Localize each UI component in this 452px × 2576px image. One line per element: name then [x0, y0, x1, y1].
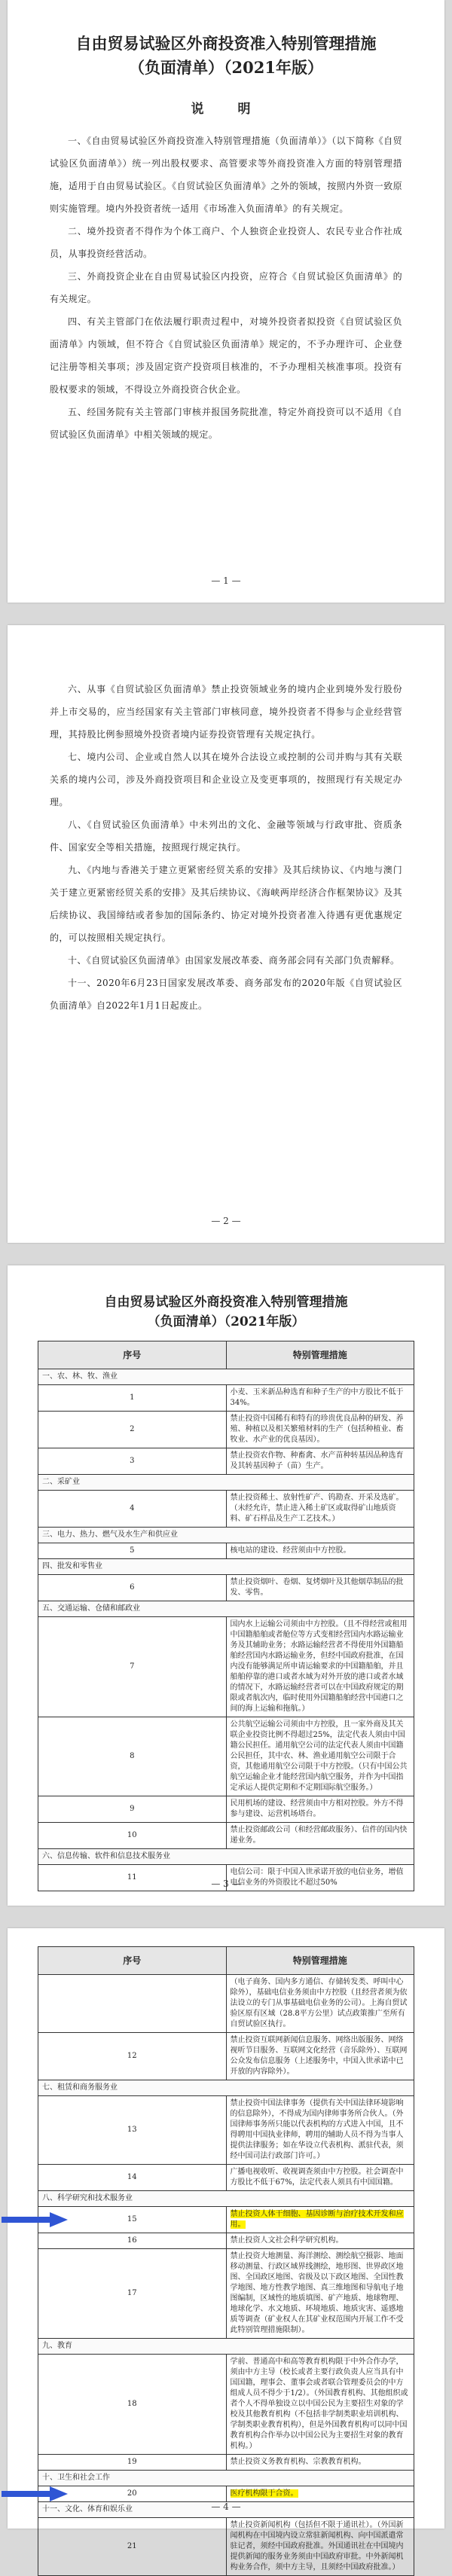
- measure-text: [226, 1575, 414, 1601]
- table-category-row: [38, 2191, 414, 2207]
- page-number: — 2 —: [211, 1216, 241, 1226]
- row-number: 12: [38, 2033, 227, 2080]
- category-label: 六、信息传输、软件和信息技术服务业: [38, 1849, 414, 1865]
- row-number: 10: [38, 1823, 227, 1849]
- measure-text-content: 学前、普通高中和高等教育机构限于中外合作办学，须由中方主导（校长或者主要行政负责人应当具有中国国籍，理事会、董事会或者联合管理委员会的中方组成人员不得少于1/2）。（外国教育机构、其他组织或者个人不得单独设立以中国公民为主要招生对象的学校及其他教育机构（不包括非学制类职业培训机构、学制类职业教育机构），但是外国教育机构可以同中国教育机构合作举办以中国公民为主要招生对象的教育机构。）: [230, 2358, 408, 2450]
- document-page-1: [8, 0, 444, 603]
- measure-text: [226, 2355, 414, 2455]
- paragraph: 七、境内公司、企业或自然人以其在境外合法设立或控制的公司并购与其有关联关系的境内公司，涉及外商投资项目和企业设立及变更事项的，按照现行有关规定办理。: [50, 752, 402, 807]
- row-number: [38, 1975, 227, 2033]
- column-header-no: 序号: [38, 1947, 227, 1975]
- row-number: 17: [38, 2249, 227, 2339]
- category-label: 十、卫生和社会工作: [38, 2471, 414, 2486]
- measure-text: [226, 2207, 414, 2233]
- measure-text-content: （电子商务、国内多方通信、存储转发类、呼叫中心除外），基础电信业务须由中方控股（且经营者须为依法设立的专门从事基础电信业务的公司）。上海自贸试验区原有区域（28.8平方公里）试点政策推广至所有自贸试验区执行。: [230, 1978, 408, 2028]
- highlighted-text: 禁止投资人体干细胞、基因诊断与治疗技术开发和应用。: [230, 2210, 404, 2229]
- measure-text: [226, 1385, 414, 1412]
- measure-text-content: 公共航空运输公司须由中方控股，且一家外商及其关联企业投资比例不得超过25%，法定代表人须由中国籍公民担任。通用航空公司的法定代表人须由中国籍公民担任，其中农、林、渔业通用航空公司限于合资，其他通用航空公司限于中方控股。（只有中国公共航空运输企业才能经营国内航空服务，并作为中国指定承运人提供定期和不定期国际航空服务。）: [230, 1720, 408, 1792]
- table-category-row: [38, 2339, 414, 2355]
- measure-text-content: 禁止投资新闻机构（包括但不限于通讯社）。（外国新闻机构在中国境内设立常驻新闻机构、向中国派遣常驻记者，须经中国政府批准。外国通讯社在中国境内提供新闻的服务业务须由中国政府审批。中外新闻机构业务合作，须中方主导，且须经中国政府批准。）: [230, 2521, 404, 2571]
- column-header-measure: 特别管理措施: [226, 1341, 414, 1369]
- table-row: [38, 1717, 414, 1796]
- measure-text: [226, 2518, 414, 2576]
- column-header-measure: 特别管理措施: [226, 1947, 414, 1975]
- measure-text: [226, 2455, 414, 2471]
- paragraph: 十一、2020年6月23日国家发展改革委、商务部发布的2020年版《自贸试验区负面清单》自2022年1月1日起废止。: [50, 978, 402, 1011]
- page-3-title: [8, 1293, 444, 1332]
- measures-table: [38, 1341, 414, 1891]
- category-label: 一、农、林、牧、渔业: [38, 1369, 414, 1385]
- measure-text: [226, 2033, 414, 2080]
- table-category-row: [38, 1528, 414, 1543]
- document-page-4: [8, 1928, 444, 2571]
- annotation-arrow-icon: [2, 2211, 69, 2228]
- annotation-arrow-icon: [2, 2486, 69, 2502]
- page-number: — 1 —: [211, 575, 241, 586]
- row-number: 4: [38, 1491, 227, 1528]
- table-row: [38, 1412, 414, 1448]
- document-page-3: [8, 1265, 444, 1906]
- row-number: 14: [38, 2165, 227, 2191]
- row-number: 7: [38, 1617, 227, 1717]
- category-label: 八、科学研究和技术服务业: [38, 2191, 414, 2207]
- measure-text: [226, 2165, 414, 2191]
- measure-text: [226, 1491, 414, 1528]
- paragraph: 五、经国务院有关主管部门审核并报国务院批准，特定外商投资可以不适用《自贸试验区负面清单》中相关领域的规定。: [50, 407, 402, 440]
- table-row: [38, 2096, 414, 2165]
- measures-table-container: [38, 1946, 414, 2576]
- row-number: 9: [38, 1796, 227, 1823]
- table-row: [38, 1617, 414, 1717]
- table-category-row: [38, 1475, 414, 1491]
- table-row: [38, 1448, 414, 1475]
- table-row: [38, 1385, 414, 1412]
- row-number: 21: [38, 2518, 227, 2576]
- page-number: — 3 —: [211, 1879, 241, 1889]
- page-2-body: [50, 678, 402, 1017]
- table-row: [38, 1796, 414, 1823]
- measures-table: [38, 1946, 414, 2576]
- paragraph: 一、《自由贸易试验区外商投资准入特别管理措施（负面清单）》（以下简称《自贸试验区负面清单》）统一列出股权要求、高管要求等外商投资准入方面的特别管理措施，适用于自由贸易试验区。《自贸试验区负面清单》之外的领域，按照内外资一致原则实施管理。境内外投资者统一适用《市场准入负面清单》的有关规定。: [50, 136, 402, 214]
- category-label: 十一、文化、体育和娱乐业: [38, 2502, 414, 2518]
- table-category-row: [38, 1601, 414, 1617]
- column-header-no: 序号: [38, 1341, 227, 1369]
- category-label: 七、租赁和商务服务业: [38, 2080, 414, 2096]
- title-line-1: 自由贸易试验区外商投资准入特别管理措施: [75, 34, 377, 53]
- row-number: 13: [38, 2096, 227, 2165]
- measure-text: [226, 1823, 414, 1849]
- table-category-row: [38, 1559, 414, 1575]
- category-label: 五、交通运输、仓储和邮政业: [38, 1601, 414, 1617]
- table-row: [38, 2455, 414, 2471]
- table-row: [38, 2207, 414, 2233]
- title-line-2: （负面清单）（2021年版）: [129, 58, 323, 77]
- measure-text-content: 小麦、玉米新品种选育和种子生产的中方股比不低于34%。: [230, 1388, 404, 1407]
- measure-text: [226, 2096, 414, 2165]
- measure-text-content: 禁止投资稀土、放射性矿产、钨勘查、开采及选矿。（未经允许，禁止进入稀土矿区或取得矿山地质资料、矿石样品及生产工艺技术。）: [230, 1494, 404, 1523]
- paragraph: 十、《自贸试验区负面清单》由国家发展改革委、商务部会同有关部门负责解释。: [68, 955, 400, 966]
- paragraph: 六、从事《自贸试验区负面清单》禁止投资领域业务的境内企业到境外发行股份并上市交易的，应当经国家有关主管部门审核同意，境外投资者不得参与企业经营管理，其持股比例参照境外投资者境内证券投资管理有关规定执行。: [50, 684, 402, 740]
- table-row: [38, 2355, 414, 2455]
- table-row: [38, 1575, 414, 1601]
- measure-text: [226, 1717, 414, 1796]
- measure-text-content: 国内水上运输公司须由中方控股。（且不得经营或租用中国籍船舶或者舱位等方式变相经营国内水路运输业务及其辅助业务；水路运输经营者不得使用外国籍船舶经营国内水路运输业务，但经中国政府批准，在国内没有能够满足所申请运输要求的中国籍船舶，并且船舶停靠的港口或者水域为对外开放的港口或者水域的情况下，水路运输经营者可以在中国政府规定的期限或者航次内，临时使用外国籍船舶经营中国港口之间的海上运输和拖航。）: [230, 1620, 408, 1713]
- measure-text: [226, 2486, 414, 2502]
- table-row: [38, 1543, 414, 1559]
- row-number: 18: [38, 2355, 227, 2455]
- measure-text: [226, 1543, 414, 1559]
- highlighted-text: 医疗机构限于合资。: [230, 2489, 298, 2498]
- row-number: 16: [38, 2233, 227, 2249]
- measure-text-content: 电信公司：限于中国入世承诺开放的电信业务，增值电信业务的外资股比不超过50%: [230, 1868, 404, 1887]
- measure-text-content: 核电站的建设、经营须由中方控股。: [230, 1546, 351, 1555]
- row-number: 3: [38, 1448, 227, 1475]
- page-number: — 4 —: [211, 2501, 241, 2512]
- document-page-2: [8, 625, 444, 1243]
- category-label: 三、电力、热力、燃气及水生产和供应业: [38, 1528, 414, 1543]
- row-number: 2: [38, 1412, 227, 1448]
- row-number: 5: [38, 1543, 227, 1559]
- table-row: [38, 1823, 414, 1849]
- measure-text-content: 禁止投资大地测量、海洋测绘、测绘航空摄影、地面移动测量、行政区域界线测绘，地形图、世界政区地图、全国政区地图、省级及以下政区地图、全国性教学地图、地方性教学地图、真三维地图和导航电子地图编制，区域性的地质填图、矿产地质、地球物理、地球化学、水文地质、环境地质、地质灾害、遥感地质等调查（矿业权人在其矿业权范围内开展工作不受此特别管理措施限制）。: [230, 2252, 404, 2334]
- table-row: [38, 2518, 414, 2576]
- measure-text-content: 禁止投资义务教育机构、宗教教育机构。: [230, 2458, 366, 2466]
- title-line-1: 自由贸易试验区外商投资准入特别管理措施: [104, 1295, 348, 1310]
- table-body: [38, 1369, 414, 1891]
- paragraph: 八、《自贸试验区负面清单》中未列出的文化、金融等领域与行政审批、资质条件、国家安全等相关措施，按照现行规定执行。: [50, 819, 402, 853]
- measure-text: [226, 1796, 414, 1823]
- category-label: 二、采矿业: [38, 1475, 414, 1491]
- row-number: 8: [38, 1717, 227, 1796]
- row-number: 15: [38, 2207, 227, 2233]
- measure-text: [226, 2249, 414, 2339]
- table-row: [38, 2233, 414, 2249]
- table-row: [38, 2486, 414, 2502]
- paragraph: 九、《内地与香港关于建立更紧密经贸关系的安排》及其后续协议、《内地与澳门关于建立更紧密经贸关系的安排》及其后续协议、《海峡两岸经济合作框架协议》及其后续协议、我国缔结或者参加的国际条约、协定对境外投资者准入待遇有更优惠规定的，可以按照相关规定执行。: [50, 865, 402, 943]
- table-category-row: [38, 2080, 414, 2096]
- measure-text-content: 广播电视收听、收视调查须由中方控股。社会调查中方股比不低于67%，法定代表人须具有中国国籍。: [230, 2168, 404, 2187]
- paragraph: 二、境外投资者不得作为个体工商户、个人独资企业投资人、农民专业合作社成员，从事投资经营活动。: [50, 226, 402, 259]
- measure-text: [226, 2233, 414, 2249]
- table-category-row: [38, 1369, 414, 1385]
- row-number: 20: [38, 2486, 227, 2502]
- title-line-2: （负面清单）（2021年版）: [147, 1314, 305, 1329]
- measure-text-content: 禁止投资农作物、种畜禽、水产苗种转基因品种选育及其转基因种子（苗）生产。: [230, 1451, 404, 1470]
- row-number: 11: [38, 1865, 227, 1891]
- measure-text-content: 禁止投资邮政公司（和经营邮政服务）、信件的国内快递业务。: [230, 1826, 408, 1845]
- table-body: [38, 1975, 414, 2576]
- page-1-title: [8, 32, 444, 80]
- table-row: [38, 1491, 414, 1528]
- row-number: 19: [38, 2455, 227, 2471]
- page-1-body: [50, 130, 402, 446]
- measure-text-content: 禁止投资互联网新闻信息服务、网络出版服务、网络视听节目服务、互联网文化经营（音乐除外）、互联网公众发布信息服务（上述服务中，中国入世承诺中已开放的内容除外）。: [230, 2036, 408, 2076]
- table-row: [38, 2033, 414, 2080]
- measure-text: [226, 1617, 414, 1717]
- table-category-row: [38, 2471, 414, 2486]
- measure-text: [226, 1448, 414, 1475]
- row-number: 6: [38, 1575, 227, 1601]
- paragraph: 三、外商投资企业在自由贸易试验区内投资，应符合《自贸试验区负面清单》的有关规定。: [50, 271, 402, 304]
- measure-text-content: 民用机场的建设、经营须由中方相对控股。外方不得参与建设、运营机场塔台。: [230, 1799, 404, 1818]
- row-number: 1: [38, 1385, 227, 1412]
- section-heading: 说 明: [191, 102, 261, 117]
- table-row: [38, 1975, 414, 2033]
- measure-text: [226, 1975, 414, 2033]
- measures-table-container: [38, 1341, 414, 1891]
- paragraph: 四、有关主管部门在依法履行职责过程中，对境外投资者拟投资《自贸试验区负面清单》内领域，但不符合《自贸试验区负面清单》规定的，不予办理许可、企业登记注册等相关事项；涉及固定资产投资项目核准的，不予办理相关核准事项。投资有股权要求的领域，不得设立外商投资合伙企业。: [50, 316, 402, 395]
- measure-text-content: 禁止投资中国法律事务（提供有关中国法律环境影响的信息除外），不得成为国内律师事务所合伙人。（外国律师事务所只能以代表机构的方式进入中国，且不得聘用中国执业律师，聘用的辅助人员不得为当事人提供法律服务；如在华设立代表机构、派驻代表，须经中国司法行政部门许可。）: [230, 2099, 404, 2160]
- category-label: 九、教育: [38, 2339, 414, 2355]
- measure-text-content: 禁止投资烟叶、卷烟、复烤烟叶及其他烟草制品的批发、零售。: [230, 1578, 404, 1597]
- table-row: [38, 2249, 414, 2339]
- table-row: [38, 2165, 414, 2191]
- table-category-row: [38, 1849, 414, 1865]
- measure-text: [226, 1412, 414, 1448]
- measure-text-content: 禁止投资人文社会科学研究机构。: [230, 2236, 344, 2245]
- category-label: 四、批发和零售业: [38, 1559, 414, 1575]
- measure-text-content: 禁止投资中国稀有和特有的珍贵优良品种的研发、养殖、种植以及相关繁殖材料的生产（包括种植业、畜牧业、水产业的优良基因）。: [230, 1415, 404, 1444]
